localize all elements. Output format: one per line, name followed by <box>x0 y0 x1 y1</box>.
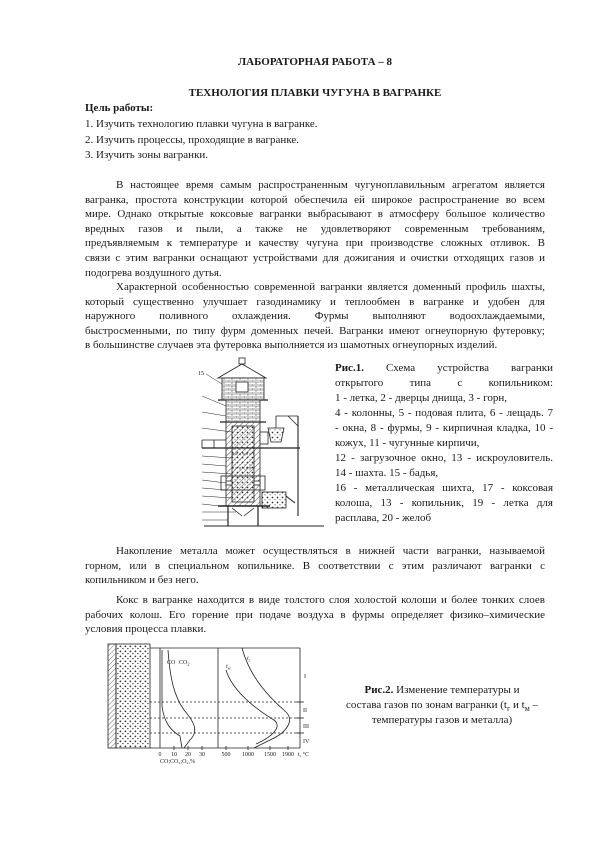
caption-line: 16 - металлическая шихта, 17 - коксовая <box>335 482 553 494</box>
goal-item: 2. Изучить процессы, проходящие в вагранке. <box>85 133 300 146</box>
paragraph-intro <box>85 178 545 280</box>
caption-line: открытого типа с копильником: <box>335 377 553 389</box>
text-line: вагранка, простота конструкции которой обеспечила ей широкое распространение во всем <box>85 193 545 206</box>
zone-label: III <box>303 724 309 730</box>
goals-list <box>85 117 545 164</box>
charge-column <box>116 644 150 748</box>
figure1-label: Рис.1. <box>335 362 364 374</box>
gas-tick-label: 10 <box>171 752 177 758</box>
goals-section <box>85 101 545 116</box>
text-line: который существенно улучшает газодинамику и теплообмен в вагранке и удобен для <box>85 295 545 308</box>
gas-axis-label: CO;CO₂;O₂,% <box>160 759 196 765</box>
caption-line <box>335 361 553 376</box>
text-line: предъявляемым к температуре и качеству чугуна при производстве сложных отливок. В <box>85 237 545 250</box>
paragraph-coke <box>85 593 545 637</box>
gas-tick-label: 20 <box>185 752 191 758</box>
goal-item: 3. Изучить зоны вагранки. <box>85 149 209 161</box>
figure1-caption <box>335 361 553 526</box>
figure2-title: Изменение температуры и <box>396 684 520 696</box>
caption-line: 12 - загрузочное окно, 13 - искроуловитель. <box>335 452 553 464</box>
goal-item: 1. Изучить технологию плавки чугуна в вагранке. <box>85 118 318 130</box>
co-label: CO <box>167 660 176 666</box>
caption-subscript: г <box>506 704 511 713</box>
tuyere <box>226 481 232 485</box>
callout-label: 15 <box>198 371 204 377</box>
caption-line: 4 - колонны, 5 - подовая плита, 6 - лещадь. 7 <box>335 407 553 419</box>
caption-text: и t <box>510 699 525 711</box>
caption-line <box>335 683 549 698</box>
spout <box>286 496 295 503</box>
zone-label: II <box>303 708 307 714</box>
lab-subtitle: ТЕХНОЛОГИЯ ПЛАВКИ ЧУГУНА В ВАГРАНКЕ <box>188 87 442 99</box>
caption-subscript: м <box>524 704 530 713</box>
text-line: мире. Однако открытые коксовые вагранки выбрасывают в атмосферу большое количество <box>85 208 545 221</box>
caption-line: 1 - летка, 2 - дверцы днища, 3 - горн, <box>335 392 507 404</box>
text-line: В настоящее время самым распространенным чугуноплавильным агрегатом является <box>116 179 545 191</box>
gas-tick-label: 30 <box>199 752 205 758</box>
text-line: Характерной особенностью современной вагранки является доменный профиль шахты, <box>116 281 545 293</box>
caption-line: расплава, 20 - желоб <box>335 512 432 524</box>
text-line: вредных газов и пыли, а также не удовлетворяют современным требованиям, <box>85 222 545 235</box>
figure2-caption <box>335 683 549 728</box>
text-line: в большинстве случаев эта футеровка выполняется из шамотных огнеупорных изделий. <box>85 339 498 352</box>
gas-temperature-curve <box>242 648 289 748</box>
caption-line <box>335 698 549 713</box>
temp-tick-label: 1900 <box>282 752 294 758</box>
caption-line: 14 - шахта. 15 - бадья, <box>335 467 439 479</box>
figure1-title: Схема устройства вагранки <box>385 362 553 374</box>
text-line: быстросменными, по типу фурм доменных печей. Вагранки имеют огнеупорную футеровку; <box>85 324 545 337</box>
bottom-door <box>244 508 254 516</box>
text-line: рабочих колош. Его горение при подаче воздуха в фурмы определяет физико–химические <box>85 608 545 621</box>
text-line: копильником и без него. <box>85 574 199 587</box>
zone-label: IV <box>303 739 310 745</box>
co2-label: $CO_2$ <box>179 660 190 667</box>
cupola-diagram <box>196 356 332 532</box>
upper-chamber <box>226 400 260 422</box>
caption-line: кожух, 11 - чугунные кирпичи, <box>335 437 480 449</box>
text-line: условия процесса плавки. <box>85 623 207 636</box>
lab-title: ЛАБОРАТОРНАЯ РАБОТА – 8 <box>237 56 393 68</box>
temp-tick-label: 500 <box>221 752 231 758</box>
text-line: подогрева воздушного дутья. <box>85 266 222 279</box>
cupola-roof <box>218 364 266 378</box>
text-line: горном, или в специальном копильнике. В соответствии с этим различают вагранки с <box>85 559 545 572</box>
caption-text: – <box>529 699 539 711</box>
zones-chart <box>104 640 316 765</box>
text-line: наружного поливного охлаждения. Фурмы выполняют водоохлаждаемыми, <box>85 310 545 323</box>
charging-window <box>260 432 268 444</box>
goals-heading: Цель работы: <box>85 102 154 114</box>
caption-line: температуры газов и металла) <box>371 714 513 726</box>
tuyere <box>254 481 260 485</box>
gas-tick-label: 0 <box>158 752 162 758</box>
gas-temperature-label: $t_г$ <box>247 656 251 663</box>
temp-tick-label: 1000 <box>242 752 254 758</box>
charging-bucket <box>268 428 284 442</box>
paragraph-features <box>85 280 545 353</box>
temp-tick-label: 1500 <box>264 752 276 758</box>
cupola-charge <box>232 426 254 502</box>
cupola-vent <box>239 358 245 364</box>
text-line: Накопление металла может осуществляться в нижней части вагранки, называемой <box>116 545 545 557</box>
temp-axis-label: t, °C <box>298 752 310 758</box>
wall-lining <box>108 644 116 748</box>
caption-text: состава газов по зонам вагранки (t <box>345 699 507 711</box>
paragraph-accumulation <box>85 544 545 588</box>
figure2-label: Рис.2. <box>364 684 394 696</box>
text-line: связи с этим вагранки оснащают устройствами для дожигания и очистки отходящих газов и <box>85 251 545 264</box>
zone-label: I <box>304 674 306 680</box>
caption-line: колоша, 13 - копильник, 19 - летка для <box>335 497 553 509</box>
metal-temperature-label: $t_м$ <box>226 664 231 671</box>
text-line: Кокс в вагранке находится в виде толстого слоя холостой колоши и более тонких слоев <box>116 594 545 606</box>
spark-arrester-window <box>236 382 248 392</box>
caption-line: - окна, 8 - фурмы, 9 - кирпичная кладка, 10 - <box>335 422 553 434</box>
